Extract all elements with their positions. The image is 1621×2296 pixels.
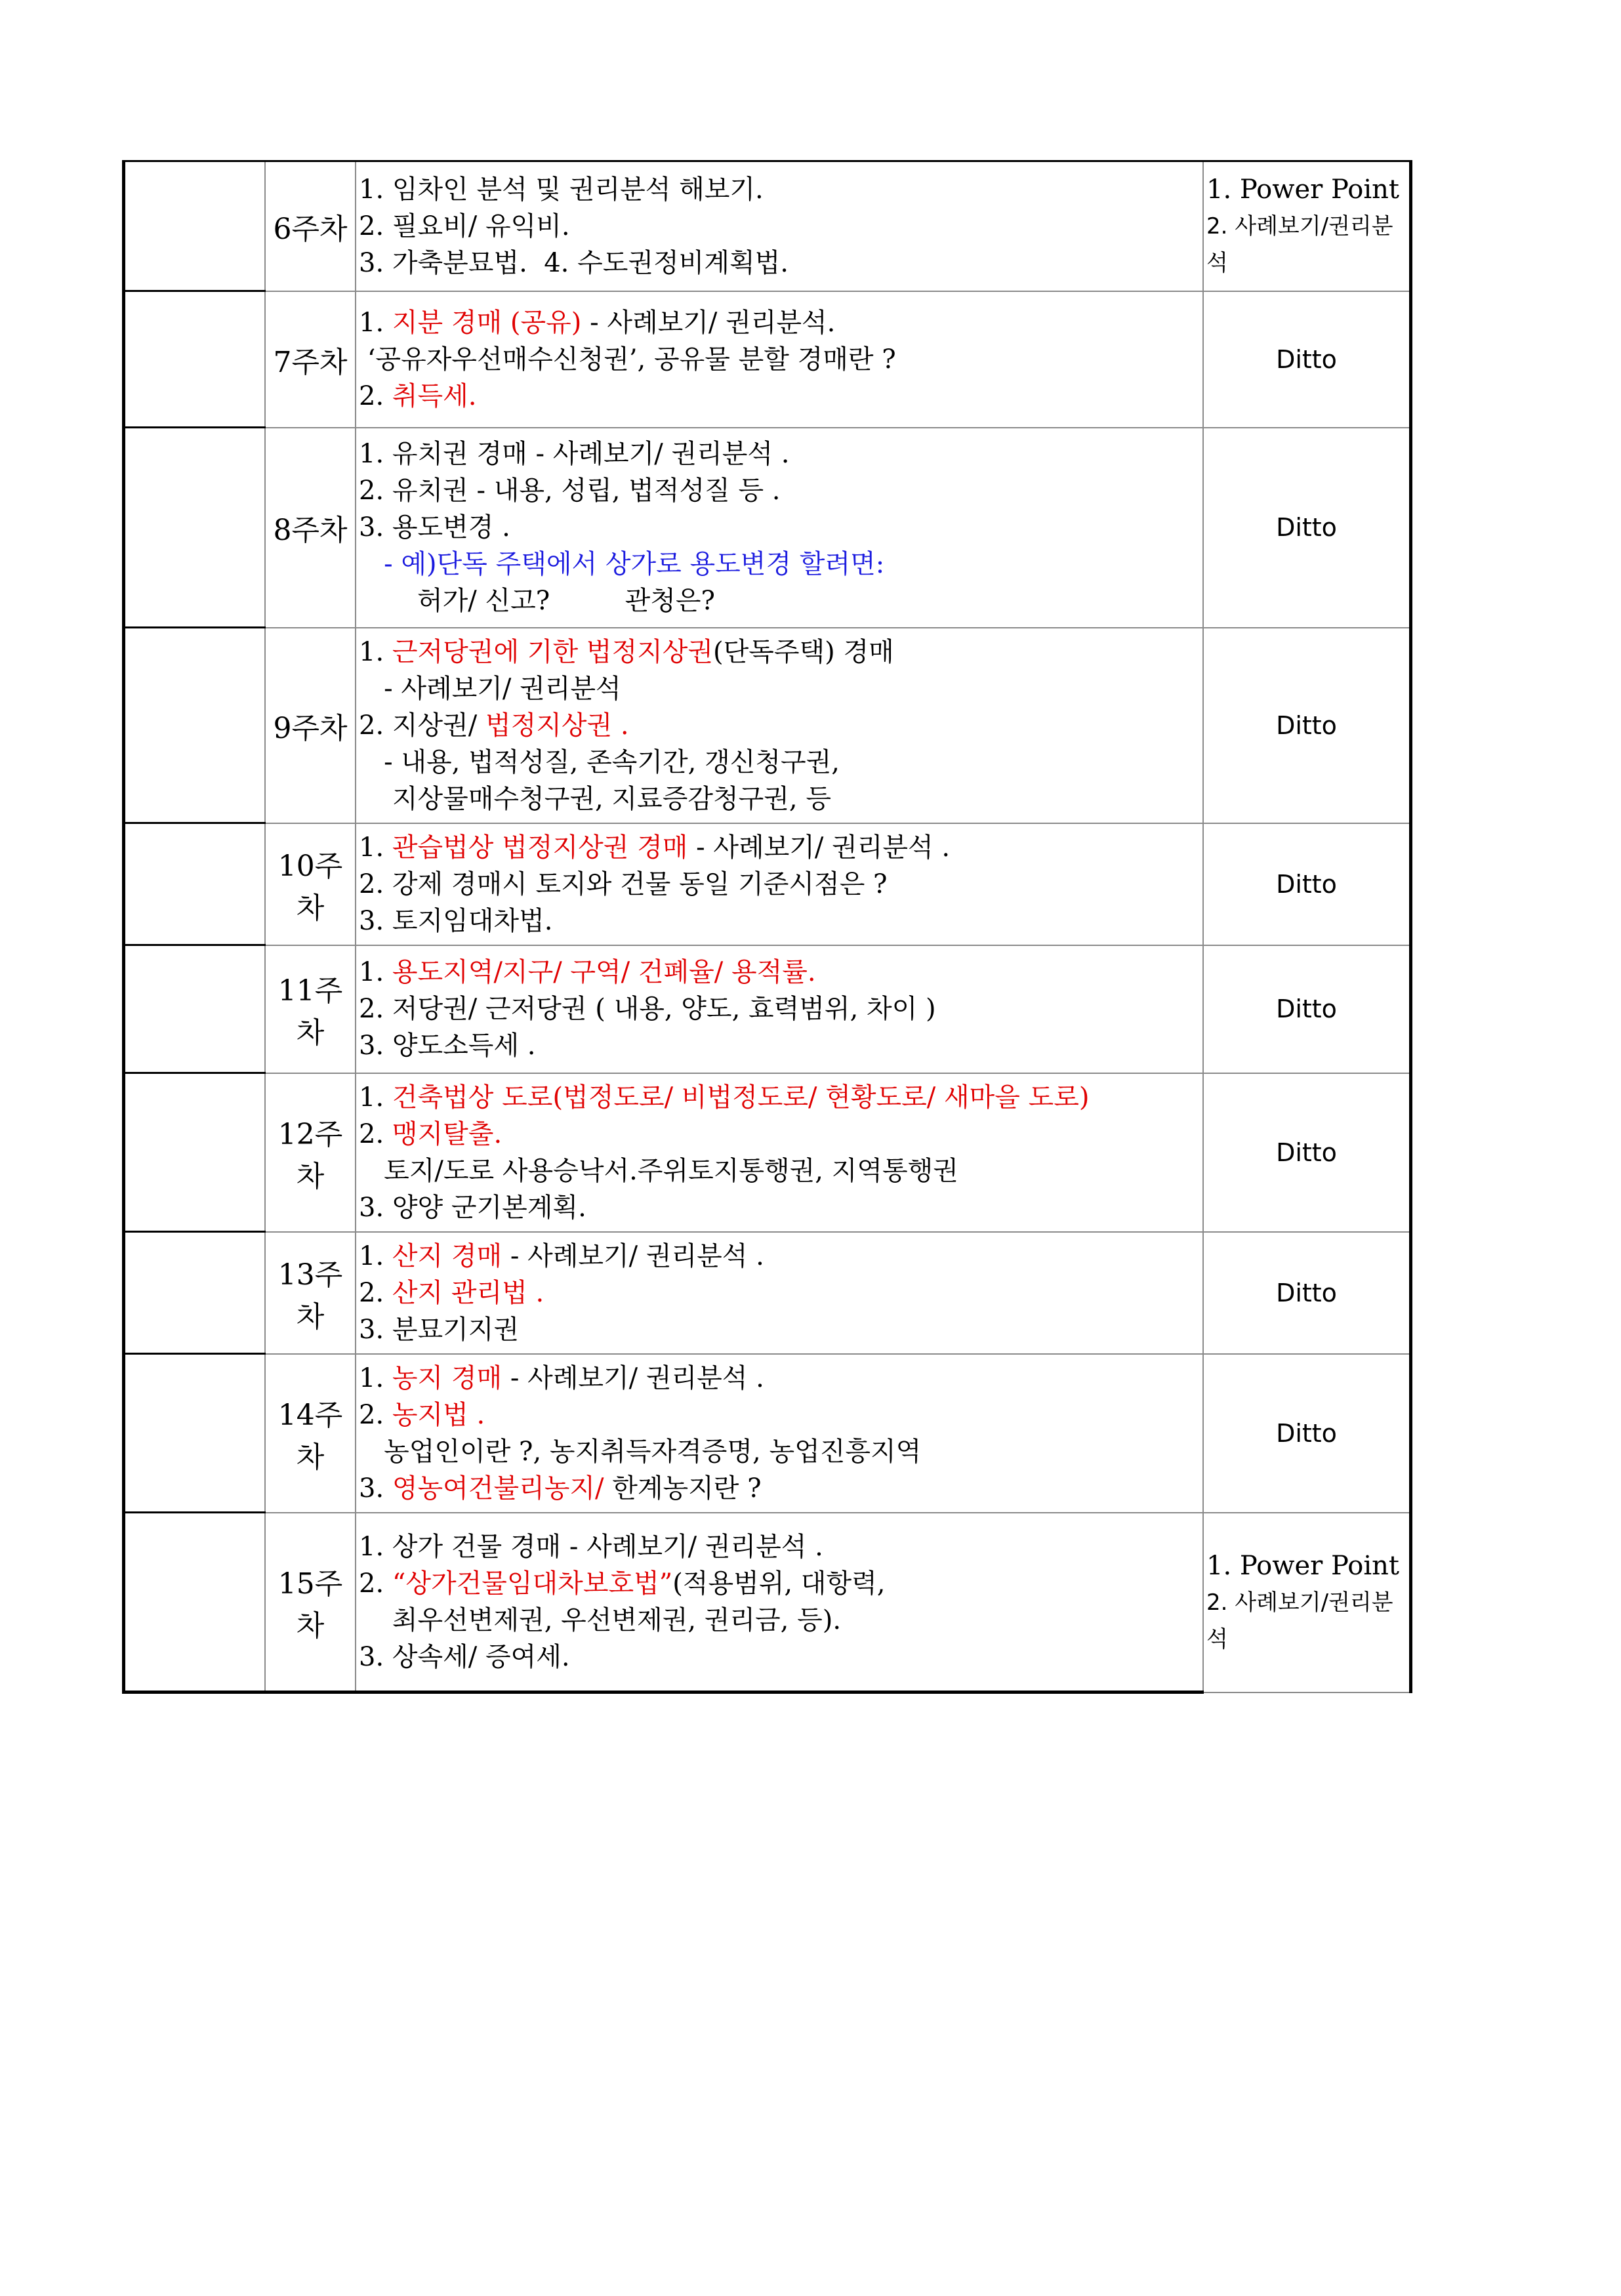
table-row	[124, 823, 1411, 945]
syllabus-table	[122, 160, 1412, 1694]
material-cell	[1203, 1513, 1411, 1692]
material-text: Ditto	[1276, 869, 1337, 899]
category-cell	[124, 428, 266, 628]
content-text: - 사례보기/ 권리분석 .	[687, 832, 951, 863]
content-text: 1.	[359, 636, 392, 667]
content-text: 2. 지상권/	[359, 710, 485, 741]
content-line	[359, 1602, 1202, 1639]
content-text: 3.	[359, 1473, 392, 1504]
content-line	[359, 991, 1202, 1027]
content-line	[359, 1116, 1202, 1153]
content-line	[359, 245, 1202, 281]
material-cell	[1203, 823, 1411, 945]
content-cell	[356, 823, 1203, 945]
content-line	[359, 1027, 1202, 1064]
material-text: Ditto	[1276, 1138, 1337, 1167]
content-line	[359, 670, 1202, 707]
table-row	[124, 1354, 1411, 1513]
content-line	[359, 781, 1202, 817]
content-cell	[356, 1232, 1203, 1354]
content-line	[359, 378, 1202, 415]
content-text: 토지/도로 사용승낙서.주위토지통행권, 지역통행권	[359, 1155, 958, 1186]
material-text: Ditto	[1276, 513, 1337, 542]
content-text: 2.	[359, 1399, 392, 1430]
content-text: (적용범위, 대항력,	[672, 1568, 886, 1599]
content-line	[359, 1079, 1202, 1116]
content-cell	[356, 161, 1203, 291]
content-text: - 내용, 법적성질, 존속기간, 갱신청구권,	[359, 747, 840, 777]
content-line	[359, 1360, 1202, 1397]
content-text: 1. 임차인 분석 및 권리분석 해보기.	[359, 174, 764, 205]
content-text: 2.	[359, 380, 392, 411]
material-text: Ditto	[1276, 1278, 1337, 1307]
content-line	[359, 1275, 1202, 1311]
content-text: ‘공유자우선매수신청권’, 공유물 분할 경매란 ?	[359, 344, 896, 375]
content-text: 2. 저당권/ 근저당권 ( 내용, 양도, 효력범위, 차이 )	[359, 994, 936, 1024]
category-cell	[124, 1354, 266, 1513]
material-cell	[1203, 161, 1411, 291]
content-line	[359, 472, 1202, 509]
category-cell	[124, 1513, 266, 1692]
material-cell	[1203, 945, 1411, 1073]
content-text: 2. 강제 경매시 토지와 건물 동일 기준시점은 ?	[359, 869, 888, 899]
content-line	[359, 707, 1202, 744]
content-text: 최우선변제권, 우선변제권, 권리금, 등).	[359, 1605, 842, 1635]
content-line	[359, 903, 1202, 939]
content-text: 지분 경매 (공유)	[392, 307, 582, 338]
category-cell	[124, 291, 266, 428]
content-line	[359, 1433, 1202, 1470]
content-text: 농지 경매	[392, 1363, 503, 1393]
content-text: - 사례보기/ 권리분석.	[581, 307, 836, 338]
content-text: 취득세.	[392, 380, 477, 411]
content-text: 허가/ 신고? 관청은?	[359, 586, 715, 616]
material-text: 2. 사례보기/권리분석	[1206, 1589, 1393, 1652]
content-line	[359, 171, 1202, 208]
content-text: 농지법 .	[392, 1399, 485, 1430]
content-text: 1.	[359, 1082, 392, 1113]
content-text: 건축법상 도로(법정도로/ 비법정도로/ 현황도로/ 새마을 도로)	[392, 1082, 1090, 1113]
content-line	[359, 1565, 1202, 1602]
week-cell: 15주차	[265, 1513, 356, 1692]
content-cell	[356, 1354, 1203, 1513]
content-text: 3. 용도변경 .	[359, 512, 510, 543]
table-row	[124, 161, 1411, 291]
content-text: 3. 양도소득세 .	[359, 1031, 536, 1061]
material-text: Ditto	[1276, 994, 1337, 1023]
content-cell	[356, 945, 1203, 1073]
category-cell	[124, 161, 266, 291]
content-text: 용도지역/지구/ 구역/ 건폐율/ 용적률.	[392, 957, 816, 987]
content-text: - 사례보기/ 권리분석 .	[502, 1240, 764, 1271]
content-text: 농업인이란 ?, 농지취득자격증명, 농업진흥지역	[359, 1436, 922, 1467]
material-cell	[1203, 1073, 1411, 1232]
week-cell: 14주차	[265, 1354, 356, 1513]
table-row	[124, 1073, 1411, 1232]
content-line	[359, 1397, 1202, 1433]
category-cell	[124, 1073, 266, 1232]
content-line	[359, 436, 1202, 472]
content-text: 근저당권에 기한 법정지상권	[392, 636, 713, 667]
content-text: 2. 필요비/ 유익비.	[359, 211, 570, 241]
content-text: 1. 유치권 경매 - 사례보기/ 권리분석 .	[359, 439, 790, 469]
table-row	[124, 291, 1411, 428]
week-cell: 8주차	[265, 428, 356, 628]
week-cell: 10주차	[265, 823, 356, 945]
content-text: 맹지탈출.	[392, 1118, 503, 1149]
content-text: - 사례보기/ 권리분석 .	[502, 1363, 764, 1393]
content-text: 관습법상 법정지상권 경매	[392, 832, 688, 863]
table-row	[124, 1232, 1411, 1354]
week-cell: 13주차	[265, 1232, 356, 1354]
material-text: Ditto	[1276, 1418, 1337, 1448]
content-line	[359, 1189, 1202, 1226]
content-line	[359, 1470, 1202, 1507]
content-text: 영농여건불리농지/	[392, 1473, 604, 1504]
content-line	[359, 1639, 1202, 1675]
content-text: 2.	[359, 1118, 392, 1149]
content-line	[359, 208, 1202, 245]
content-text: (단독주택) 경매	[713, 636, 894, 667]
material-cell	[1203, 291, 1411, 428]
content-text: 3. 가축분묘법. 4. 수도권정비계획법.	[359, 247, 789, 278]
content-cell	[356, 291, 1203, 428]
content-text: 한계농지란 ?	[604, 1473, 762, 1504]
content-line	[359, 634, 1202, 670]
table-row	[124, 1513, 1411, 1692]
content-text: 법정지상권 .	[485, 710, 629, 741]
content-text: 산지 경매	[392, 1240, 503, 1271]
week-cell: 7주차	[265, 291, 356, 428]
content-line	[359, 509, 1202, 546]
content-line	[359, 1153, 1202, 1189]
table-row	[124, 428, 1411, 628]
content-text: 1. 상가 건물 경매 - 사례보기/ 권리분석 .	[359, 1531, 823, 1562]
content-text: 3. 양양 군기본계획.	[359, 1192, 586, 1223]
content-cell	[356, 428, 1203, 628]
content-text: - 예)단독 주택에서 상가로 용도변경 할려면:	[359, 549, 885, 579]
material-cell	[1203, 1354, 1411, 1513]
content-line	[359, 1528, 1202, 1565]
material-cell	[1203, 1232, 1411, 1354]
material-text: 1. Power Point	[1206, 174, 1400, 205]
content-line	[359, 341, 1202, 378]
content-text: 3. 토지임대차법.	[359, 905, 553, 936]
content-line	[359, 829, 1202, 866]
content-cell	[356, 1073, 1203, 1232]
category-cell	[124, 1232, 266, 1354]
material-text: Ditto	[1276, 710, 1337, 740]
content-text: 3. 상속세/ 증여세.	[359, 1641, 570, 1672]
content-text: 1.	[359, 1363, 392, 1393]
content-text: 2.	[359, 1277, 392, 1308]
syllabus-body	[124, 161, 1411, 1692]
content-line	[359, 744, 1202, 781]
week-cell: 12주차	[265, 1073, 356, 1232]
category-cell	[124, 628, 266, 823]
content-text: 1.	[359, 307, 392, 338]
material-text: 1. Power Point	[1206, 1550, 1400, 1581]
content-line	[359, 546, 1202, 583]
category-cell	[124, 823, 266, 945]
content-cell	[356, 628, 1203, 823]
content-line	[359, 954, 1202, 991]
material-cell	[1203, 628, 1411, 823]
material-text: Ditto	[1276, 344, 1337, 374]
week-cell: 11주차	[265, 945, 356, 1073]
content-text: 1.	[359, 957, 392, 987]
content-line	[359, 1238, 1202, 1275]
content-text: “상가건물임대차보호법”	[392, 1568, 673, 1599]
category-cell	[124, 945, 266, 1073]
table-row	[124, 628, 1411, 823]
week-cell: 6주차	[265, 161, 356, 291]
content-line	[359, 583, 1202, 619]
content-text: 2.	[359, 1568, 392, 1599]
content-text: 지상물매수청구권, 지료증감청구권, 등	[359, 783, 831, 814]
content-text: 3. 분묘기지권	[359, 1314, 520, 1345]
content-text: - 사례보기/ 권리분석	[359, 673, 621, 704]
content-line	[359, 304, 1202, 341]
week-cell: 9주차	[265, 628, 356, 823]
content-cell	[356, 1513, 1203, 1692]
content-text: 1.	[359, 1240, 392, 1271]
content-text: 1.	[359, 832, 392, 863]
content-line	[359, 866, 1202, 903]
table-row	[124, 945, 1411, 1073]
material-text: 2. 사례보기/권리분석	[1206, 213, 1393, 276]
content-text: 산지 관리법 .	[392, 1277, 544, 1308]
content-text: 2. 유치권 - 내용, 성립, 법적성질 등 .	[359, 476, 781, 506]
material-cell	[1203, 428, 1411, 628]
content-line	[359, 1311, 1202, 1348]
